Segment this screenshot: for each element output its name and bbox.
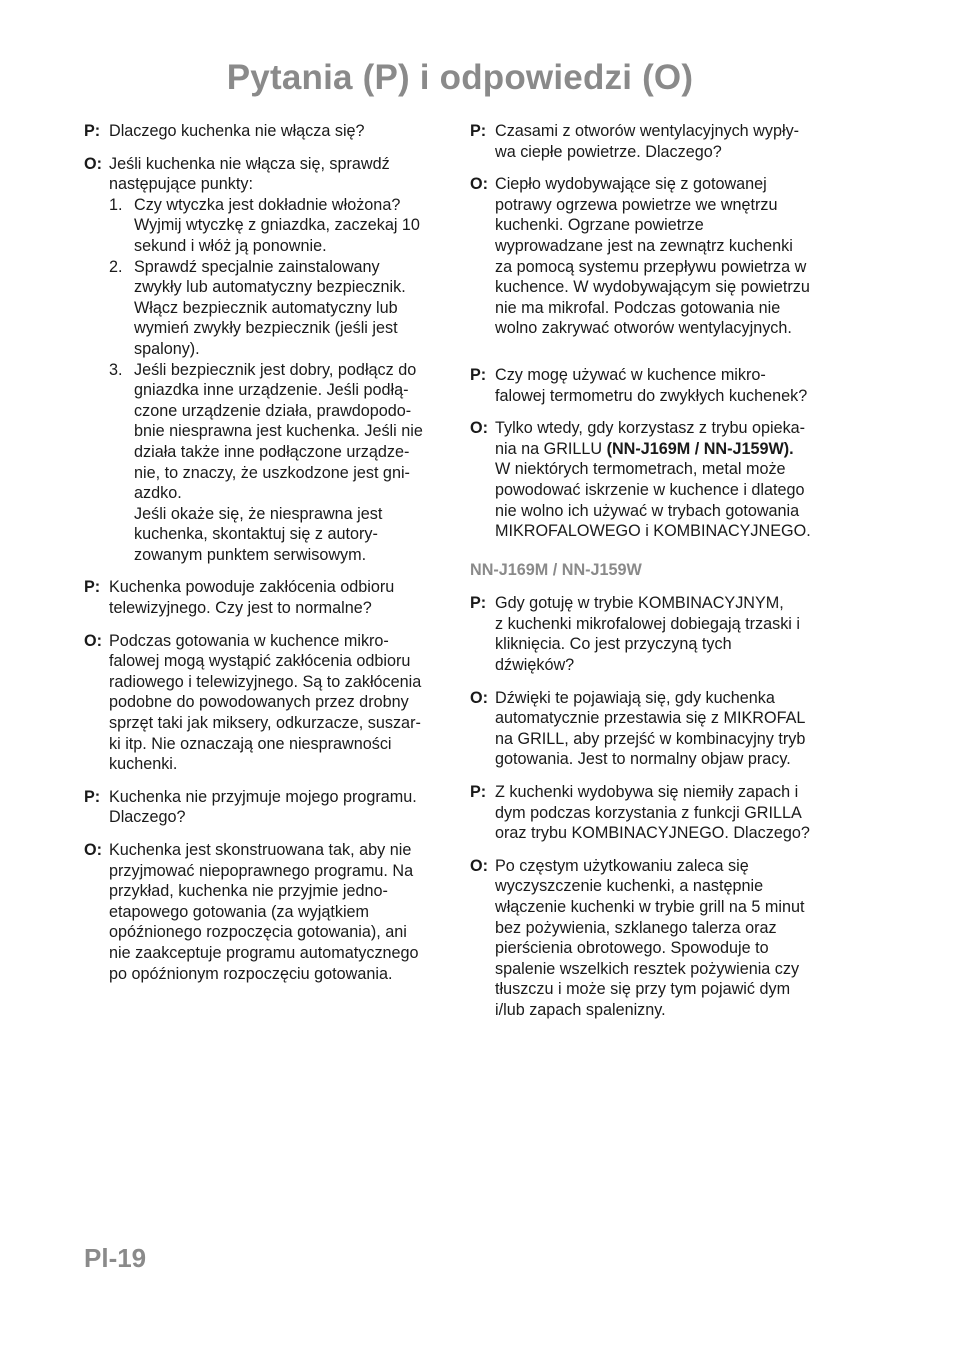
text-line: Z kuchenki wydobywa się niemiły zapach i bbox=[495, 783, 799, 802]
text-line: przyjmować niepoprawnego programu. Na bbox=[109, 861, 414, 880]
text-line: telewizyjnego. Czy jest to normalne? bbox=[109, 599, 372, 618]
text-line: sprzęt taki jak miksery, odkurzacze, suszar- bbox=[109, 714, 421, 733]
text-line: Po częstym użytkowaniu zaleca się bbox=[495, 856, 749, 875]
checklist-item bbox=[109, 257, 450, 360]
text-line: wyprowadzane jest na zewnątrz kuchenki bbox=[495, 236, 793, 255]
text-line: następujące punkty: bbox=[109, 175, 253, 194]
answer-label: O: bbox=[470, 688, 488, 707]
question-label: P: bbox=[470, 122, 487, 140]
text-line: sekund i włóż ją ponownie. bbox=[134, 236, 327, 255]
item-text bbox=[134, 195, 450, 257]
text-line: Włącz bezpiecznik automatyczny lub bbox=[134, 298, 398, 317]
text-line: na GRILL, aby przejść w kombinacyjny tryb bbox=[495, 729, 806, 748]
text-line: Podczas gotowania w kuchence mikro- bbox=[109, 631, 389, 650]
text-line: Ciepło wydobywające się z gotowanej bbox=[495, 175, 767, 194]
question-label: P: bbox=[470, 594, 487, 613]
question-3 bbox=[84, 787, 450, 828]
text-line: Kuchenka nie przyjmuje mojego programu. bbox=[109, 787, 417, 806]
item-number: 2. bbox=[109, 257, 123, 276]
question-2 bbox=[84, 577, 450, 618]
text-line: gniazdka inne urządzenie. Jeśli podłą- bbox=[134, 381, 409, 400]
answer-rest bbox=[495, 459, 840, 541]
question-text bbox=[109, 121, 450, 142]
text-line: radiowego i telewizyjnego. Są to zakłócenia bbox=[109, 672, 422, 691]
question-label: P: bbox=[470, 365, 487, 384]
text-line: potrawy ogrzewa powietrze we wnętrzu bbox=[495, 195, 778, 214]
text-line: wa ciepłe powietrze. Dlaczego? bbox=[495, 142, 722, 161]
answer-text bbox=[495, 174, 840, 339]
text-line: podobne do powodowanych przez drobny bbox=[109, 693, 409, 712]
text-line: Dźwięki te pojawiają się, gdy kuchenka bbox=[495, 688, 775, 707]
answer-text bbox=[109, 154, 450, 566]
text-line: oraz trybu KOMBINACYJNEGO. Dlaczego? bbox=[495, 824, 810, 843]
text-line: azdko. bbox=[134, 484, 182, 503]
answer-line: Tylko wtedy, gdy korzystasz z trybu opieka- bbox=[495, 419, 806, 438]
model-numbers: (NN-J169M / NN-J159W). bbox=[606, 439, 794, 458]
text-line: ki itp. Nie oznaczają one niesprawności bbox=[109, 734, 392, 753]
answer-1 bbox=[84, 154, 450, 566]
text-line: bez pożywienia, szklanego talerza oraz bbox=[495, 918, 777, 937]
checklist-item bbox=[109, 360, 450, 566]
question-text bbox=[109, 787, 450, 828]
question-text bbox=[495, 782, 840, 844]
answer-label: O: bbox=[84, 841, 102, 859]
text-line: Kuchenka jest skonstruowana tak, aby nie bbox=[109, 841, 412, 859]
text-line: Dlaczego kuchenka nie włącza się? bbox=[109, 122, 365, 140]
answer-text bbox=[495, 418, 840, 542]
text-line: bnie niesprawna jest kuchenka. Jeśli nie bbox=[134, 422, 423, 441]
question-text bbox=[495, 593, 840, 675]
text-line: Kuchenka powoduje zakłócenia odbioru bbox=[109, 578, 395, 597]
text-line: Jeśli kuchenka nie włącza się, sprawdź bbox=[109, 154, 390, 173]
text-line: nie wolno ich używać w trybach gotowania bbox=[495, 501, 800, 520]
section-subheading: NN-J169M / NN-J159W bbox=[470, 560, 642, 579]
text-line: kliknięcia. Co jest przyczyną tych bbox=[495, 635, 732, 654]
text-line: po opóźnionym rozpoczęciu gotowania. bbox=[109, 964, 393, 983]
text-line: powodować iskrzenie w kuchence i dlatego bbox=[495, 480, 805, 499]
item-number: 1. bbox=[109, 195, 123, 214]
text-line: Czy mogę używać w kuchence mikro- bbox=[495, 365, 766, 384]
text-line: opóźnionego rozpoczęcia gotowania), ani bbox=[109, 923, 407, 942]
text-line: przykład, kuchenka nie przyjmie jedno- bbox=[109, 882, 388, 901]
answer-text bbox=[495, 688, 840, 770]
question-label: P: bbox=[84, 787, 101, 806]
text-line: Sprawdź specjalnie zainstalowany bbox=[134, 257, 380, 276]
text-line: Czy wtyczka jest dokładnie włożona? bbox=[134, 195, 401, 214]
answer-4 bbox=[470, 174, 840, 339]
text-line: włączenie kuchenki w trybie grill na 5 minut bbox=[495, 898, 805, 916]
answer-5 bbox=[470, 418, 840, 542]
answer-text bbox=[109, 840, 450, 984]
answer-line-text: nia na GRILLU bbox=[495, 439, 607, 458]
text-line: pierścienia obrotowego. Spowoduje to bbox=[495, 939, 769, 958]
text-line: za pomocą systemu przepływu powietrza w bbox=[495, 257, 807, 276]
text-line: działa także inne podłączone urządze- bbox=[134, 442, 410, 461]
question-label: P: bbox=[84, 578, 101, 597]
text-line: falowej termometru do zwykłych kuchenek? bbox=[495, 386, 808, 405]
page-number: Pl-19 bbox=[84, 1243, 147, 1273]
answer-label: O: bbox=[470, 856, 488, 875]
text-line: i/lub zapach spalenizny. bbox=[495, 1000, 666, 1019]
answer-label: O: bbox=[470, 419, 488, 438]
text-line: nie ma mikrofal. Podczas gotowania nie bbox=[495, 298, 781, 317]
answer-2 bbox=[84, 631, 450, 775]
text-line: etapowego gotowania (za wyjątkiem bbox=[109, 902, 370, 921]
text-line: kuchence. W wydobywającym się powietrzu bbox=[495, 278, 810, 297]
question-6 bbox=[470, 593, 840, 675]
text-line: tłuszczu i może się przy tym pojawić dym bbox=[495, 980, 791, 999]
text-line: Dlaczego? bbox=[109, 808, 186, 827]
text-line: Czasami z otworów wentylacyjnych wypły- bbox=[495, 122, 800, 140]
checklist-item bbox=[109, 195, 450, 257]
text-line: spalony). bbox=[134, 339, 200, 358]
question-4 bbox=[470, 121, 840, 162]
answer-label: O: bbox=[84, 631, 102, 650]
answer-label: O: bbox=[84, 154, 102, 173]
checklist bbox=[109, 195, 450, 566]
text-line: nie zaakceptuje programu automatycznego bbox=[109, 943, 419, 962]
question-label: P: bbox=[84, 122, 101, 140]
item-text bbox=[134, 257, 450, 360]
text-line: zwykły lub automatyczny bezpiecznik. bbox=[134, 278, 406, 297]
text-line: czone urządzenie działa, prawdopodo- bbox=[134, 401, 412, 420]
answer-label: O: bbox=[470, 175, 488, 194]
right-column bbox=[470, 121, 840, 1033]
question-text bbox=[495, 365, 840, 406]
text-line: automatycznie przestawia się z MIKROFAL bbox=[495, 709, 806, 728]
answer-3 bbox=[84, 840, 450, 984]
answer-line bbox=[495, 439, 840, 460]
answer-text bbox=[495, 856, 840, 1021]
text-line: Jeśli okaże się, że niesprawna jest bbox=[134, 504, 383, 523]
question-label: P: bbox=[470, 783, 487, 802]
text-line: kuchenki. bbox=[109, 755, 178, 774]
question-5 bbox=[470, 365, 840, 406]
text-line: wymień zwykły bezpiecznik (jeśli jest bbox=[134, 319, 398, 338]
text-line: falowej mogą wystąpić zakłócenia odbioru bbox=[109, 652, 411, 671]
question-text bbox=[109, 577, 450, 618]
item-text bbox=[134, 360, 450, 566]
text-line: W niektórych termometrach, metal może bbox=[495, 460, 786, 479]
text-line: kuchenka, skontaktuj się z autory- bbox=[134, 525, 378, 544]
text-line: gotowania. Jest to normalny objaw pracy. bbox=[495, 750, 791, 769]
text-line: wyczyszczenie kuchenki, a następnie bbox=[495, 877, 764, 896]
question-1 bbox=[84, 121, 450, 142]
text-line: kuchenki. Ogrzane powietrze bbox=[495, 216, 704, 235]
text-line: zowanym punktem serwisowym. bbox=[134, 545, 367, 564]
left-column bbox=[84, 121, 450, 996]
text-line: spalenie wszelkich resztek pożywienia czy bbox=[495, 959, 800, 978]
text-line: wolno zakrywać otworów wentylacyjnych. bbox=[495, 319, 792, 338]
text-line: z kuchenki mikrofalowej dobiegają trzaski i bbox=[495, 614, 801, 633]
page-title: Pytania (P) i odpowiedzi (O) bbox=[226, 58, 694, 97]
answer-text bbox=[109, 631, 450, 775]
text-line: Gdy gotuję w trybie KOMBINACYJNYM, bbox=[495, 594, 784, 613]
text-line: Wyjmij wtyczkę z gniazdka, zaczekaj 10 bbox=[134, 216, 420, 235]
text-line: Jeśli bezpiecznik jest dobry, podłącz do bbox=[134, 360, 417, 379]
text-line: MIKROFALOWEGO i KOMBINACYJNEGO. bbox=[495, 522, 811, 541]
item-number: 3. bbox=[109, 360, 123, 379]
text-line: nie, to znaczy, że uszkodzone jest gni- bbox=[134, 463, 410, 482]
answer-7 bbox=[470, 856, 840, 1021]
text-line: dźwięków? bbox=[495, 656, 575, 675]
question-7 bbox=[470, 782, 840, 844]
answer-6 bbox=[470, 688, 840, 770]
answer-intro bbox=[109, 154, 450, 195]
question-text bbox=[495, 121, 840, 162]
text-line: dym podczas korzystania z funkcji GRILLA bbox=[495, 803, 802, 822]
